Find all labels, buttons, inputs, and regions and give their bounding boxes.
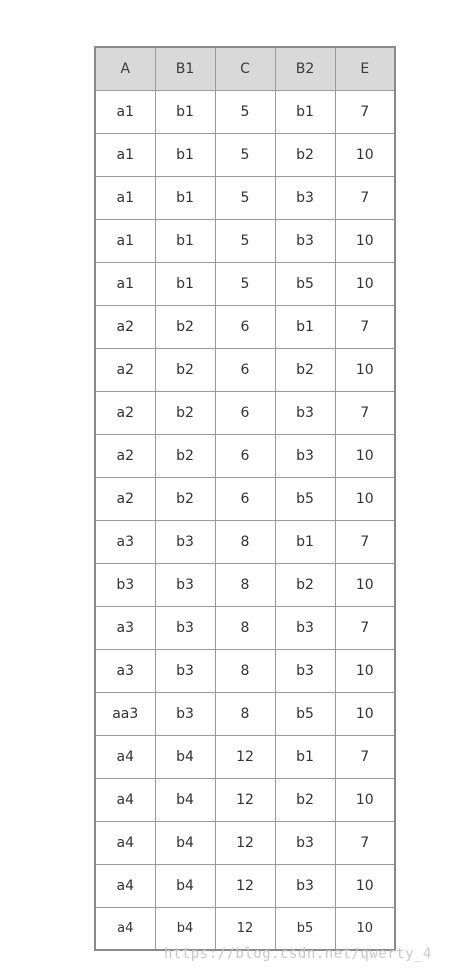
- table-cell-b2: b1: [275, 736, 335, 779]
- table-row: [95, 478, 395, 521]
- table-cell-b1: b2: [155, 435, 215, 478]
- header-cell-e: E: [335, 47, 395, 91]
- table-cell-b2: b5: [275, 908, 335, 951]
- table-cell-e: 10: [335, 908, 395, 951]
- table-cell-b1: b2: [155, 392, 215, 435]
- table-cell-b2: b5: [275, 478, 335, 521]
- table-cell-b1: b4: [155, 822, 215, 865]
- table-cell-a: a4: [95, 865, 155, 908]
- table-cell-b1: b2: [155, 306, 215, 349]
- table-cell-e: 10: [335, 263, 395, 306]
- table-cell-c: 5: [215, 91, 275, 134]
- table-cell-a: b3: [95, 564, 155, 607]
- table-cell-e: 10: [335, 650, 395, 693]
- table-cell-e: 10: [335, 134, 395, 177]
- table-cell-c: 6: [215, 435, 275, 478]
- table-cell-b2: b3: [275, 220, 335, 263]
- table-cell-b1: b3: [155, 693, 215, 736]
- table-cell-c: 8: [215, 521, 275, 564]
- table-row: [95, 91, 395, 134]
- table-row: [95, 263, 395, 306]
- header-row: [95, 47, 395, 91]
- table-cell-b2: b5: [275, 693, 335, 736]
- table-cell-b2: b3: [275, 177, 335, 220]
- table-cell-c: 12: [215, 779, 275, 822]
- table-cell-c: 12: [215, 822, 275, 865]
- table-cell-b1: b1: [155, 134, 215, 177]
- table-cell-e: 10: [335, 435, 395, 478]
- table-cell-a: a2: [95, 349, 155, 392]
- table-cell-c: 6: [215, 349, 275, 392]
- table-cell-b1: b1: [155, 91, 215, 134]
- table-cell-a: a1: [95, 134, 155, 177]
- table-cell-a: a2: [95, 306, 155, 349]
- table-cell-b2: b5: [275, 263, 335, 306]
- table-cell-e: 7: [335, 822, 395, 865]
- table-cell-c: 5: [215, 134, 275, 177]
- table-cell-e: 10: [335, 865, 395, 908]
- table-cell-b2: b2: [275, 349, 335, 392]
- table-row: [95, 392, 395, 435]
- table-cell-a: a1: [95, 263, 155, 306]
- table-cell-c: 6: [215, 478, 275, 521]
- table-cell-a: a1: [95, 91, 155, 134]
- table-cell-b2: b3: [275, 822, 335, 865]
- table-cell-b1: b3: [155, 607, 215, 650]
- table-cell-a: aa3: [95, 693, 155, 736]
- table-cell-b2: b1: [275, 306, 335, 349]
- table-row: [95, 693, 395, 736]
- table-cell-e: 10: [335, 564, 395, 607]
- table-cell-b1: b1: [155, 263, 215, 306]
- table-cell-b1: b2: [155, 349, 215, 392]
- table-cell-b1: b1: [155, 177, 215, 220]
- table-cell-b2: b3: [275, 392, 335, 435]
- table-row: [95, 779, 395, 822]
- table-row: [95, 650, 395, 693]
- table-cell-c: 6: [215, 306, 275, 349]
- table-cell-b1: b4: [155, 865, 215, 908]
- table-cell-e: 7: [335, 177, 395, 220]
- data-table: [94, 46, 396, 951]
- table-cell-e: 7: [335, 392, 395, 435]
- table-cell-e: 7: [335, 91, 395, 134]
- table-cell-c: 12: [215, 736, 275, 779]
- table-cell-e: 10: [335, 779, 395, 822]
- table-cell-b1: b3: [155, 650, 215, 693]
- table-cell-e: 10: [335, 693, 395, 736]
- table-row: [95, 177, 395, 220]
- table-cell-b2: b2: [275, 779, 335, 822]
- table-cell-e: 10: [335, 478, 395, 521]
- table-cell-b2: b3: [275, 435, 335, 478]
- table-cell-a: a4: [95, 779, 155, 822]
- table-row: [95, 822, 395, 865]
- table-cell-c: 8: [215, 607, 275, 650]
- table-row: [95, 736, 395, 779]
- table-cell-e: 7: [335, 306, 395, 349]
- table-cell-e: 7: [335, 521, 395, 564]
- table-cell-b2: b3: [275, 650, 335, 693]
- table-row: [95, 134, 395, 177]
- table-cell-a: a2: [95, 478, 155, 521]
- table-cell-a: a4: [95, 736, 155, 779]
- table-cell-e: 10: [335, 220, 395, 263]
- table-cell-a: a3: [95, 650, 155, 693]
- table-cell-c: 12: [215, 865, 275, 908]
- watermark-url: https://blog.csdn.net/qwerty_4: [164, 946, 432, 962]
- table-row: [95, 607, 395, 650]
- table-cell-b1: b3: [155, 564, 215, 607]
- table-cell-b1: b3: [155, 521, 215, 564]
- table-row: [95, 306, 395, 349]
- table-cell-e: 7: [335, 736, 395, 779]
- header-cell-c: C: [215, 47, 275, 91]
- header-cell-b2: B2: [275, 47, 335, 91]
- table-cell-a: a3: [95, 607, 155, 650]
- table-cell-b1: b4: [155, 779, 215, 822]
- table-row: [95, 349, 395, 392]
- table-row: [95, 220, 395, 263]
- table-cell-e: 7: [335, 607, 395, 650]
- table-row: [95, 865, 395, 908]
- table-cell-c: 8: [215, 564, 275, 607]
- table-row: [95, 908, 395, 951]
- table-cell-a: a2: [95, 392, 155, 435]
- table-cell-c: 8: [215, 650, 275, 693]
- table-cell-a: a4: [95, 908, 155, 951]
- table-cell-c: 12: [215, 908, 275, 951]
- table-row: [95, 435, 395, 478]
- table-cell-c: 5: [215, 220, 275, 263]
- table-cell-b2: b1: [275, 91, 335, 134]
- table-cell-a: a2: [95, 435, 155, 478]
- table-row: [95, 521, 395, 564]
- table-body: [95, 91, 395, 951]
- table-cell-b2: b2: [275, 134, 335, 177]
- table-cell-b1: b2: [155, 478, 215, 521]
- table-cell-c: 8: [215, 693, 275, 736]
- table-cell-b2: b3: [275, 607, 335, 650]
- table-cell-b1: b1: [155, 220, 215, 263]
- table-cell-a: a4: [95, 822, 155, 865]
- table-cell-b1: b4: [155, 736, 215, 779]
- table-cell-a: a3: [95, 521, 155, 564]
- table-cell-b2: b3: [275, 865, 335, 908]
- table-cell-c: 6: [215, 392, 275, 435]
- table-cell-b1: b4: [155, 908, 215, 951]
- table-cell-a: a1: [95, 177, 155, 220]
- header-cell-a: A: [95, 47, 155, 91]
- table-cell-a: a1: [95, 220, 155, 263]
- header-cell-b1: B1: [155, 47, 215, 91]
- table-cell-e: 10: [335, 349, 395, 392]
- table-cell-b2: b1: [275, 521, 335, 564]
- table-cell-c: 5: [215, 263, 275, 306]
- table-cell-c: 5: [215, 177, 275, 220]
- table-row: [95, 564, 395, 607]
- table-cell-b2: b2: [275, 564, 335, 607]
